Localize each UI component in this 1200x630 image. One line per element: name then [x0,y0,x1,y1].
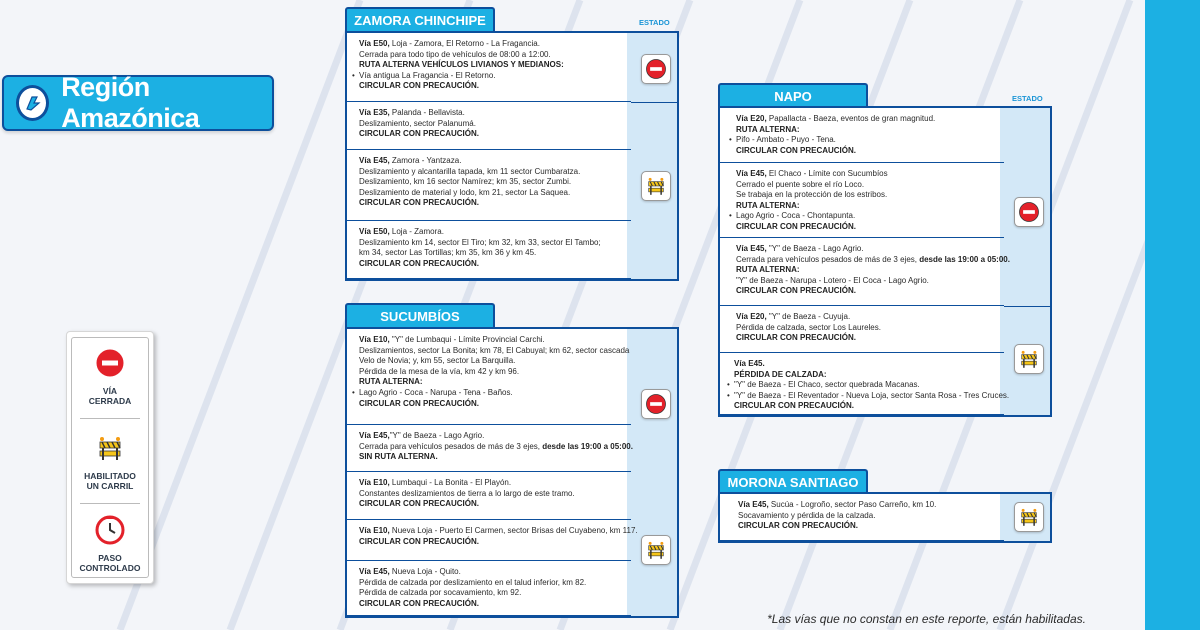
row-line: CIRCULAR CON PRECAUCIÓN. [736,286,856,296]
row-line: Vía E10, Lumbaqui - La Bonita - El Playón. [359,478,512,487]
table-row [720,163,1004,238]
table-row [347,33,631,102]
row-line: CIRCULAR CON PRECAUCIÓN. [359,536,479,546]
table-row [347,221,631,279]
road-barrier-icon [641,171,671,201]
row-line: Vía E45, El Chaco - Límite con Sucumbíos [736,169,888,178]
row-line: Vía E45. [734,359,765,368]
section-table [345,327,679,618]
row-line: Vía E35, Palanda - Bellavista. [359,108,465,117]
table-row [347,561,631,616]
road-closed-icon [641,54,671,84]
table-row [347,425,631,472]
row-line: Vía E20, Papallacta - Baeza, eventos de gran magnitud. [736,114,936,123]
row-line: Pérdida de calzada por deslizamiento en el talud inferior, km 82. [359,577,587,587]
section-title: ZAMORA CHINCHIPE [345,7,495,31]
row-line: RUTA ALTERNA: [736,265,800,275]
table-row [347,520,638,561]
legend-item-one-lane: HABILITADO UN CARRIL [72,433,148,491]
region-title: Región Amazónica [61,72,200,133]
section-morona-santiago [718,469,1052,545]
row-line: Deslizamiento de material y lodo, km 21, sector La Saquea. [359,187,571,197]
section-table [718,492,1052,543]
row-line: Vía E45,"Y" de Baeza - Lago Agrio. [359,431,485,440]
row-text [359,431,633,463]
row-line: • Vía antigua La Fragancia - El Retorno. [359,71,564,82]
section-title: NAPO [718,83,868,107]
row-line: Vía E50, Loja - Zamora, El Retorno - La Fragancia. [359,39,540,48]
row-line: Vía E50, Loja - Zamora. [359,227,444,236]
row-line: Constantes deslizamientos de tierra a lo largo de este tramo. [359,488,575,498]
row-line: CIRCULAR CON PRECAUCIÓN. [359,258,479,268]
row-text [736,114,935,156]
road-closed-icon [641,389,671,419]
right-accent-bar [1145,0,1200,630]
row-line: • Pifo - Ambato - Puyo - Tena. [736,135,935,146]
road-closed-icon [1014,197,1044,227]
row-line: Deslizamiento, km 16 sector Namírez; km 35, sector Zumbi. [359,177,572,187]
table-row [720,306,1004,353]
row-line: Cerrada para todo tipo de vehículos de 08:00 a 12:00. [359,49,551,59]
row-line: CIRCULAR CON PRECAUCIÓN. [359,81,479,91]
row-line: Vía E45, Sucúa - Logroño, sector Paso Carreño, km 10. [738,500,937,509]
row-line: Vía E45, Nueva Loja - Quito. [359,567,461,576]
row-text [359,567,586,609]
row-line: Vía E45, Zamora - Yantzaza. [359,156,462,165]
row-line: CIRCULAR CON PRECAUCIÓN. [736,221,856,231]
row-line: Cerrada para vehículos pesados de más de 3 ejes, desde las 19:00 a 05:00. [359,441,633,451]
section-zamora-chinchipe [345,7,679,282]
row-text [736,312,881,344]
row-line: RUTA ALTERNA: [359,377,423,387]
row-line: CIRCULAR CON PRECAUCIÓN. [359,198,479,208]
road-barrier-icon [1014,502,1044,532]
road-info-icon [16,85,49,121]
row-line: Deslizamiento km 14, sector El Tiro; km 32, km 33, sector El Tambo; [359,237,601,247]
row-text [359,108,479,140]
legend-item-road-closed: VÍA CERRADA [72,348,148,406]
row-line: Vía E20, "Y" de Baeza - Cuyuja. [736,312,851,321]
row-line: km 34, sector Las Tortillas; km 35, km 36 y km 45. [359,248,537,258]
table-row [720,108,1004,163]
road-barrier-icon [1014,344,1044,374]
row-line: RUTA ALTERNA: [736,200,800,210]
section-table [345,31,679,281]
row-text [359,526,638,547]
row-line: Se trabaja en la protección de los estribos. [736,190,888,200]
row-line: Pérdida de la mesa de la vía, km 42 y km 96. [359,366,520,376]
row-line: Pérdida de calzada, sector Los Laureles. [736,322,881,332]
section-table [718,106,1052,417]
row-text [359,478,575,510]
footnote: *Las vías que no constan en este reporte, están habilitadas. [767,612,1086,626]
table-row [347,472,631,520]
legend-divider [80,418,140,419]
section-sucumbios [345,303,679,618]
legend-panel [66,331,154,584]
row-text [736,169,888,233]
row-line: PÉRDIDA DE CALZADA: [734,369,827,379]
table-row [347,150,631,221]
row-text [359,39,564,92]
legend-divider [80,503,140,504]
row-line: CIRCULAR CON PRECAUCIÓN. [359,129,479,139]
road-barrier-icon [641,535,671,565]
section-title: SUCUMBÍOS [345,303,495,327]
row-line: CIRCULAR CON PRECAUCIÓN. [359,499,479,509]
legend-item-controlled: PASO CONTROLADO [72,515,148,573]
section-napo [718,83,1052,418]
row-line: CIRCULAR CON PRECAUCIÓN. [736,333,856,343]
row-text [359,335,629,409]
row-line: Cerrada para vehículos pesados de más de 3 ejes, desde las 19:00 a 05:00. [736,254,1010,264]
row-line: Socavamiento y pérdida de la calzada. [738,510,876,520]
table-row [347,329,631,425]
row-line: • "Y" de Baeza - El Reventador - Nueva Loja, sector Santa Rosa - Tres Cruces. [734,391,1009,402]
row-line: CIRCULAR CON PRECAUCIÓN. [738,521,858,531]
estado-label: ESTADO [639,18,670,27]
table-row [720,238,1010,306]
table-row [347,102,631,150]
row-line: • Lago Agrio - Coca - Chontapunta. [736,211,888,222]
road-closed-icon [95,348,125,378]
row-text [359,156,580,209]
row-line: CIRCULAR CON PRECAUCIÓN. [359,598,479,608]
row-text [736,244,1010,297]
row-text [359,227,601,269]
estado-label: ESTADO [1012,94,1043,103]
row-line: Pérdida de calzada por socavamiento, km 92. [359,588,522,598]
region-badge [2,72,274,133]
row-text [734,359,1009,412]
row-line: Deslizamiento, sector Palanumá. [359,118,476,128]
row-line: • "Y" de Baeza - El Chaco, sector quebrada Macanas. [734,380,1009,391]
table-row [720,494,1004,541]
controlled-passage-icon [95,515,125,545]
row-line: Cerrado el puente sobre el río Loco. [736,179,865,189]
table-row [720,353,1010,415]
row-line: Deslizamientos, sector La Bonita; km 78, El Cabuyal; km 62, sector cascada [359,345,630,355]
row-line: • Lago Agrio - Coca - Narupa - Tena - Baños. [359,388,629,399]
row-line: CIRCULAR CON PRECAUCIÓN. [734,401,854,411]
row-line: SIN RUTA ALTERNA. [359,452,438,462]
row-line: Velo de Novia; y, km 55, sector La Barquilla. [359,356,516,366]
row-line: RUTA ALTERNA: [736,124,800,134]
road-barrier-icon [95,433,125,463]
row-line: Vía E45, "Y" de Baeza - Lago Agrio. [736,244,864,253]
row-line: CIRCULAR CON PRECAUCIÓN. [736,145,856,155]
row-line: Vía E10, Nueva Loja - Puerto El Carmen, sector Brisas del Cuyabeno, km 117. [359,526,638,535]
row-line: Vía E10, "Y" de Lumbaqui - Límite Provincial Carchi. [359,335,545,344]
row-line: RUTA ALTERNA VEHÍCULOS LIVIANOS Y MEDIANOS: [359,60,564,70]
row-line: Deslizamiento y alcantarilla tapada, km 11 sector Cumbaratza. [359,166,581,176]
section-title: MORONA SANTIAGO [718,469,868,493]
row-line: CIRCULAR CON PRECAUCIÓN. [359,398,479,408]
row-text [738,500,936,532]
row-line: "Y" de Baeza - Narupa - Lotero - El Coca - Lago Agrio. [736,275,929,285]
